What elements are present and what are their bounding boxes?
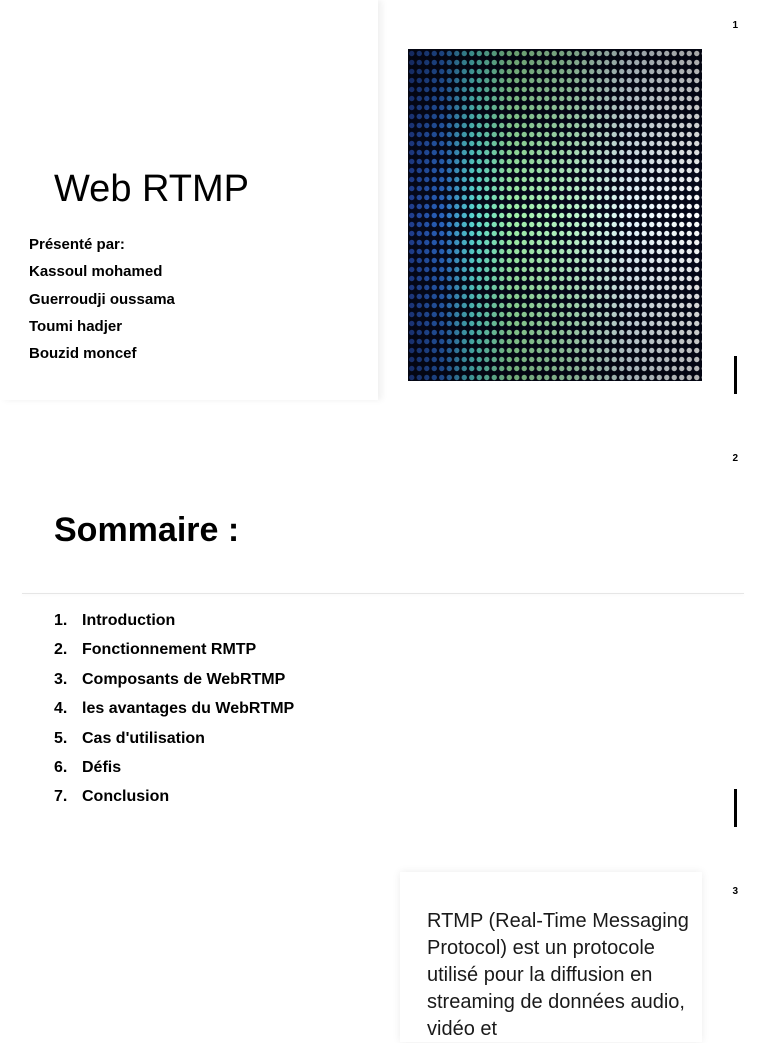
list-label: Fonctionnement RMTP bbox=[82, 641, 257, 659]
presenter-label: Présenté par: bbox=[29, 236, 125, 253]
author-name: Guerroudji oussama bbox=[29, 290, 175, 308]
author-name: Kassoul mohamed bbox=[29, 263, 163, 281]
section-heading: Sommaire : bbox=[54, 511, 240, 549]
divider bbox=[22, 593, 744, 594]
list-number: 6. bbox=[54, 758, 68, 776]
list-label: Introduction bbox=[82, 612, 176, 629]
list-item bbox=[54, 753, 294, 782]
slide-number: 2 bbox=[732, 453, 738, 464]
list-label: Conclusion bbox=[82, 788, 170, 806]
list-number: 4. bbox=[54, 700, 68, 718]
list-item bbox=[54, 606, 294, 635]
slide-number: 3 bbox=[732, 886, 738, 897]
slide-title: Web RTMP bbox=[54, 168, 249, 210]
list-number: 1. bbox=[54, 612, 68, 629]
list-label: les avantages du WebRTMP bbox=[82, 700, 295, 718]
author-name: Bouzid moncef bbox=[29, 345, 137, 363]
led-matrix-image bbox=[408, 49, 702, 381]
slide-1 bbox=[0, 0, 768, 433]
list-number: 3. bbox=[54, 670, 68, 688]
slide-end-marker bbox=[734, 789, 737, 827]
slide-2 bbox=[0, 433, 768, 866]
slide-3 bbox=[0, 866, 768, 1040]
body-paragraph: RTMP (Real-Time Messaging Protocol) est un protocole utilisé pour la diffusion en streaming de données audio, vidéo et bbox=[427, 910, 689, 1040]
list-item bbox=[54, 724, 294, 753]
author-name: Toumi hadjer bbox=[29, 317, 123, 335]
list-item bbox=[54, 665, 294, 694]
list-label: Cas d'utilisation bbox=[82, 729, 205, 747]
list-number: 2. bbox=[54, 641, 68, 659]
list-item bbox=[54, 782, 294, 811]
list-item bbox=[54, 635, 294, 664]
slide-end-marker bbox=[734, 356, 737, 394]
table-of-contents bbox=[54, 606, 294, 812]
list-label: Défis bbox=[82, 758, 122, 776]
list-number: 7. bbox=[54, 788, 68, 806]
slide-number: 1 bbox=[732, 20, 738, 31]
list-number: 5. bbox=[54, 729, 68, 747]
presenter-list bbox=[29, 231, 175, 367]
list-label: Composants de WebRTMP bbox=[82, 670, 286, 688]
list-item bbox=[54, 694, 294, 723]
